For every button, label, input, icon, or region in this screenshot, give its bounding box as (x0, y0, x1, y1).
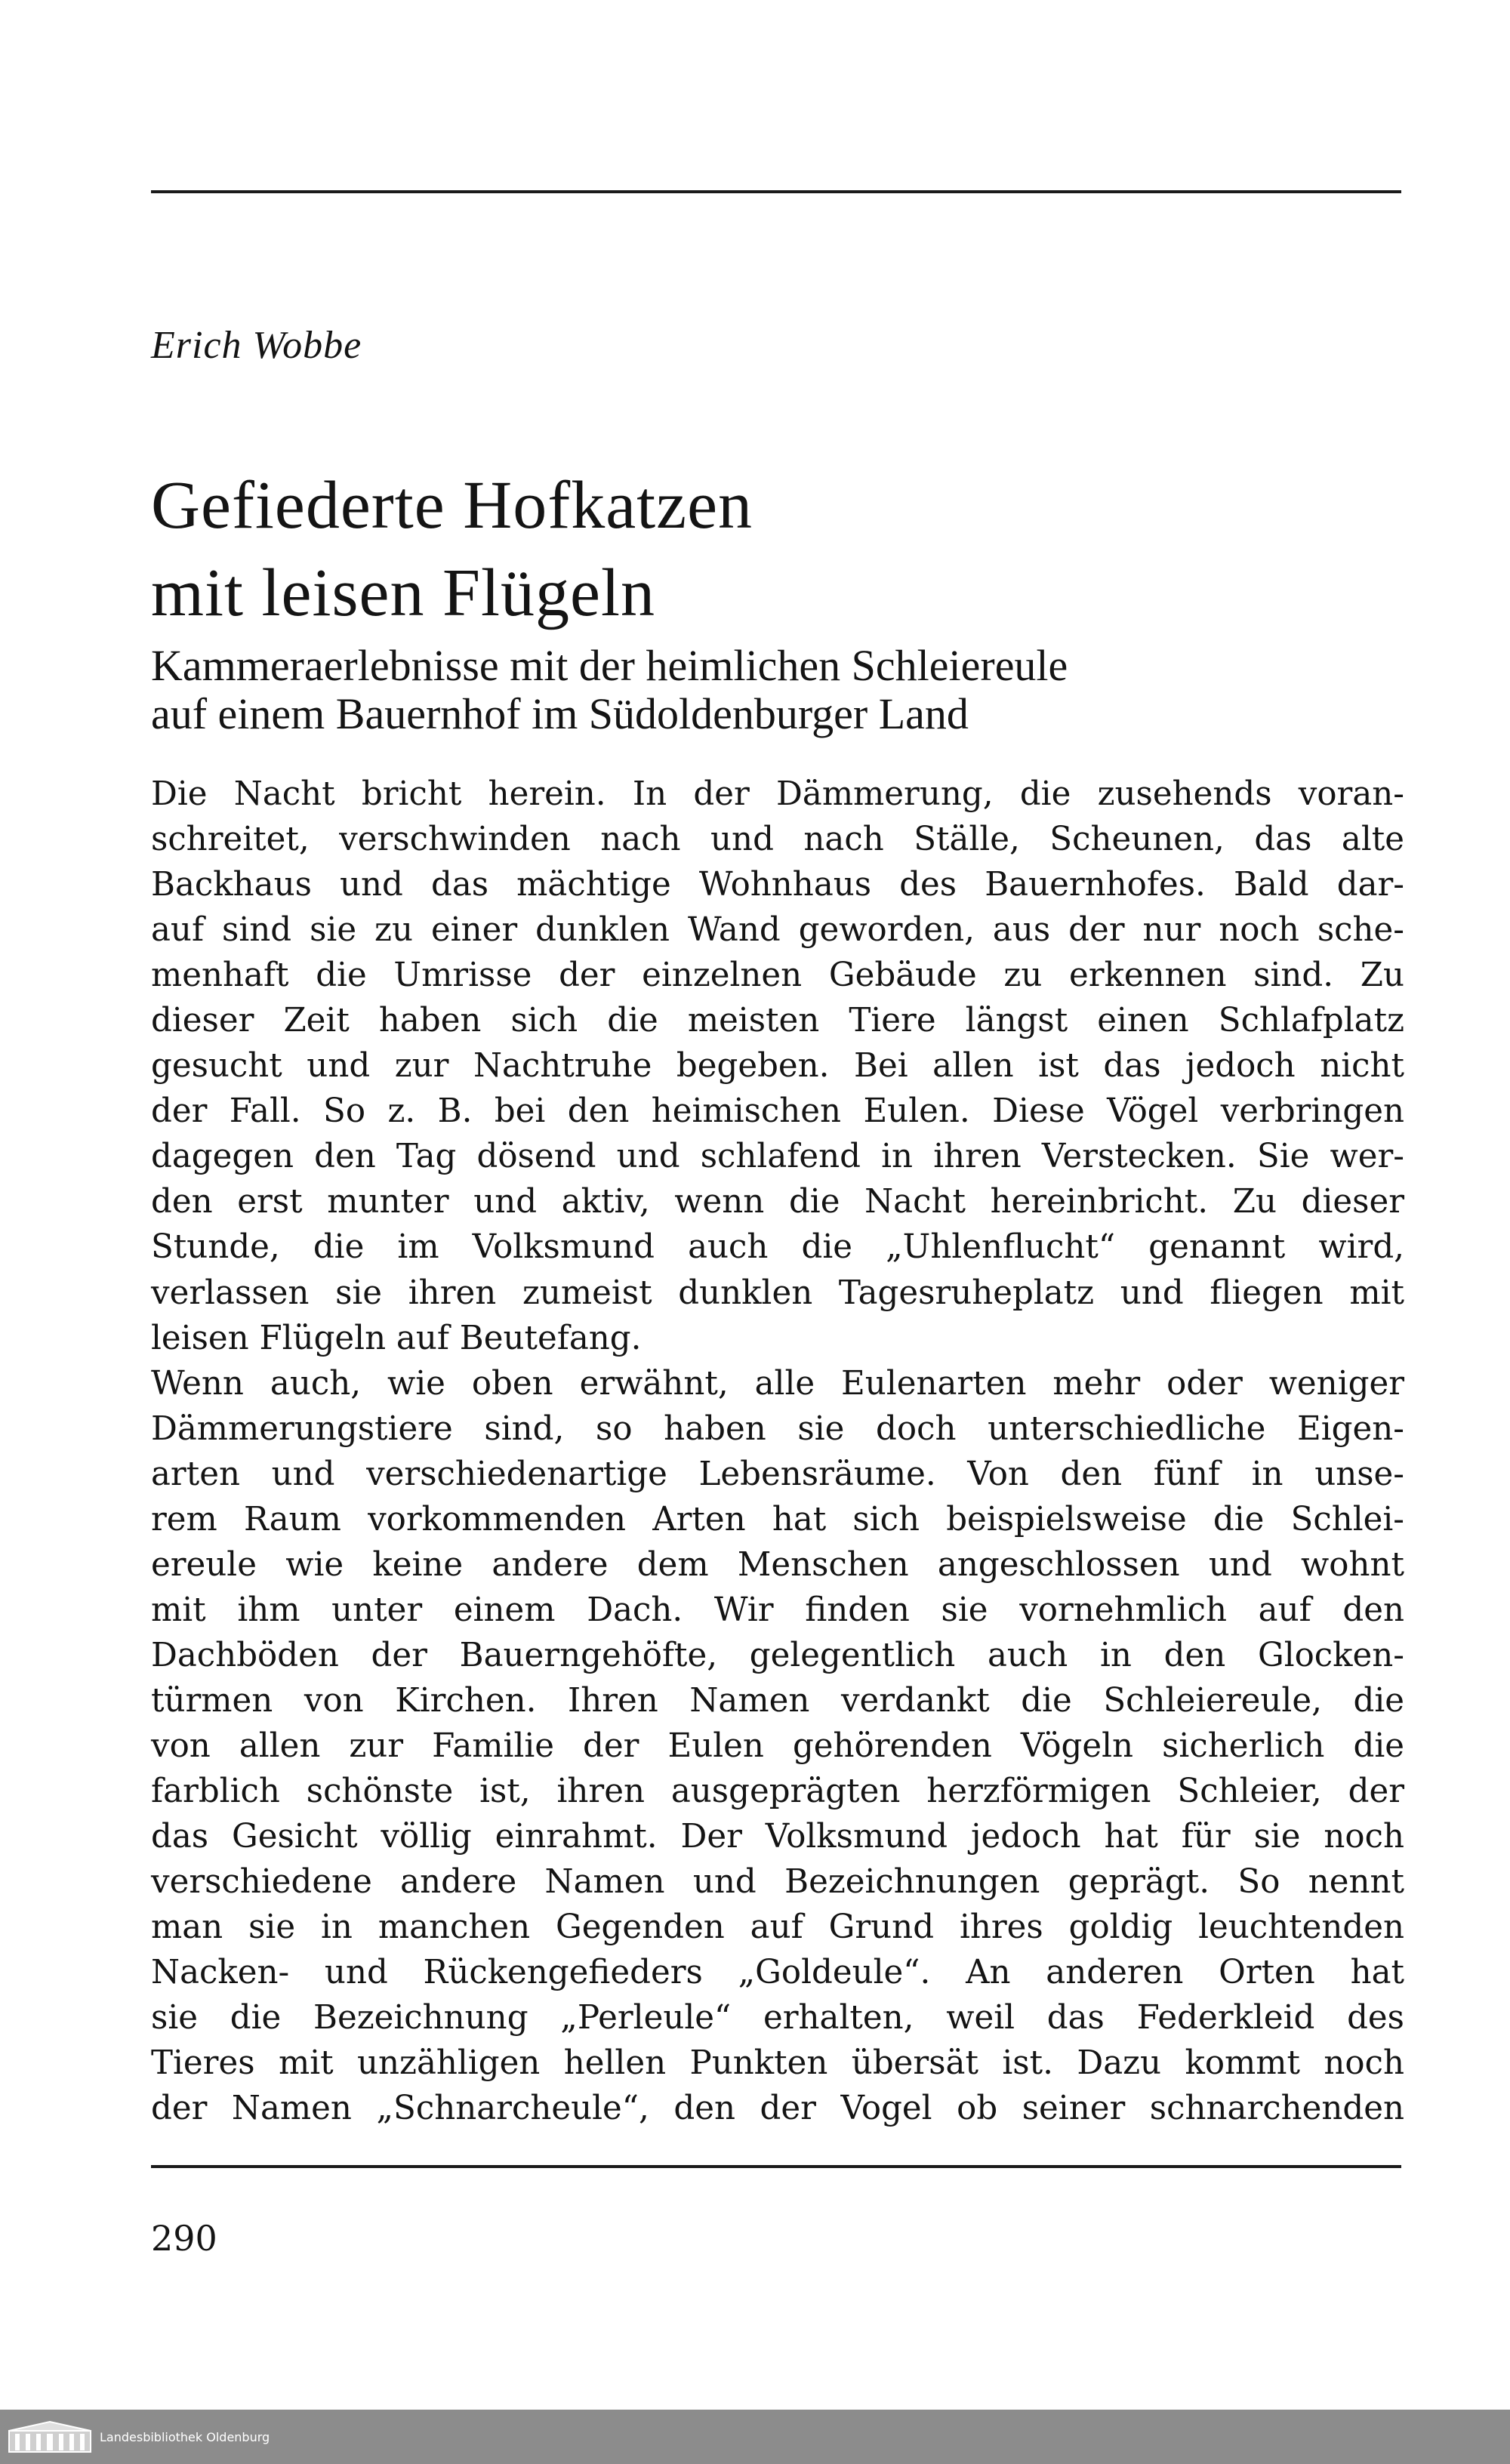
library-building-icon (8, 2420, 92, 2453)
library-footer-bar (0, 2410, 1510, 2464)
bottom-rule (151, 2165, 1401, 2168)
body-line: verlassen sie ihren zumeist dunklen Tagesruheplatz und fliegen mit (151, 1274, 1404, 1312)
body-line: dieser Zeit haben sich die meisten Tiere längst einen Schlafplatz (151, 1002, 1404, 1040)
body-line: türmen von Kirchen. Ihren Namen verdankt die Schleiereule, die (151, 1681, 1404, 1720)
author-name: Erich Wobbe (151, 324, 362, 367)
body-line: man sie in manchen Gegenden auf Grund ihres goldig leuchtenden (151, 1908, 1404, 1947)
body-line: farblich schönste ist, ihren ausgeprägten herzförmigen Schleier, der (151, 1773, 1404, 1811)
body-line: den erst munter und aktiv, wenn die Nacht hereinbricht. Zu dieser (151, 1183, 1404, 1221)
body-line: der Fall. So z. B. bei den heimischen Eulen. Diese Vögel verbringen (151, 1092, 1404, 1131)
subtitle-line-2: auf einem Bauernhof im Südoldenburger Land (151, 689, 969, 738)
subtitle-line-1: Kammeraerlebnisse mit der heimlichen Schleiereule (151, 641, 1068, 690)
body-line: schreitet, verschwinden nach und nach Ställe, Scheunen, das alte (151, 821, 1404, 859)
body-line: Tieres mit unzähligen hellen Punkten übersät ist. Dazu kommt noch (151, 2044, 1404, 2083)
body-line: ereule wie keine andere dem Menschen angeschlossen und wohnt (151, 1545, 1404, 1584)
body-line: Stunde, die im Volksmund auch die „Uhlenflucht“ genannt wird, (151, 1228, 1404, 1267)
body-line: arten und verschiedenartige Lebensräume. Von den fünf in unse- (151, 1455, 1404, 1493)
body-line: Dämmerungstiere sind, so haben sie doch unterschiedliche Eigen- (151, 1409, 1404, 1448)
library-footer-label: Landesbibliothek Oldenburg (100, 2429, 270, 2444)
body-line: der Namen „Schnarcheule“, den der Vogel ob seiner schnarchenden (151, 2090, 1404, 2128)
body-line: Nacken- und Rückengefieders „Goldeule“. An anderen Orten hat (151, 1954, 1404, 1992)
body-line: von allen zur Familie der Eulen gehörenden Vögeln sicherlich die (151, 1726, 1404, 1765)
page-number: 290 (151, 2218, 217, 2259)
body-line: leisen Flügeln auf Beutefang. (151, 1319, 642, 1357)
body-line: mit ihm unter einem Dach. Wir finden sie vornehmlich auf den (151, 1591, 1404, 1629)
body-line: dagegen den Tag dösend und schlafend in ihren Verstecken. Sie wer- (151, 1138, 1404, 1176)
body-line: Backhaus und das mächtige Wohnhaus des Bauernhofes. Bald dar- (151, 866, 1404, 904)
body-line: auf sind sie zu einer dunklen Wand geworden, aus der nur noch sche- (151, 911, 1404, 950)
body-line: rem Raum vorkommenden Arten hat sich beispielsweise die Schlei- (151, 1500, 1404, 1538)
title-line-2: mit leisen Flügeln (151, 556, 655, 630)
body-line: das Gesicht völlig einrahmt. Der Volksmund jedoch hat für sie noch (151, 1818, 1404, 1856)
body-line: menhaft die Umrisse der einzelnen Gebäude zu erkennen sind. Zu (151, 956, 1404, 995)
article-title (151, 462, 1401, 637)
body-line: gesucht und zur Nachtruhe begeben. Bei allen ist das jedoch nicht (151, 1047, 1404, 1086)
top-rule (151, 190, 1401, 193)
body-line: Wenn auch, wie oben erwähnt, alle Eulenarten mehr oder weniger (151, 1364, 1404, 1403)
body-line: verschiedene andere Namen und Bezeichnungen geprägt. So nennt (151, 1863, 1404, 1902)
article-subtitle (151, 642, 1401, 738)
body-line: Die Nacht bricht herein. In der Dämmerung, die zusehends voran- (151, 775, 1404, 813)
title-line-1: Gefiederte Hofkatzen (151, 468, 753, 543)
body-line: Dachböden der Bauerngehöfte, gelegentlich auch in den Glocken- (151, 1636, 1404, 1674)
article-body (151, 772, 1404, 2131)
body-line: sie die Bezeichnung „Perleule“ erhalten, weil das Federkleid des (151, 1999, 1404, 2037)
